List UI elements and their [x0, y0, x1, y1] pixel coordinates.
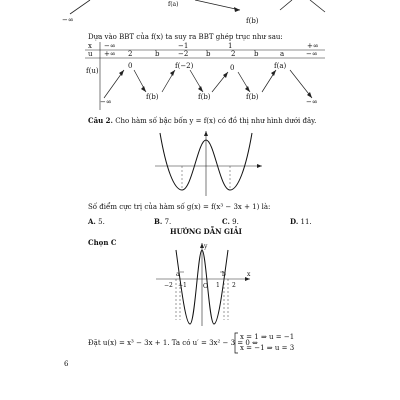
- graph-label-x: x: [247, 271, 251, 278]
- u-value: a: [280, 50, 285, 58]
- choice-c: [222, 217, 239, 226]
- choice-key: C.: [222, 217, 230, 226]
- fu-value: −∞: [100, 98, 112, 106]
- u-value: 2: [231, 50, 236, 58]
- choice-b: [154, 217, 171, 226]
- neg-inf-label: −∞: [62, 16, 74, 24]
- graph-label-1: 1: [216, 282, 220, 289]
- choice-value: 5.: [98, 218, 105, 226]
- graph-label-b: b: [222, 271, 226, 278]
- u-value: b: [155, 50, 160, 58]
- choice-value: 7.: [164, 218, 172, 226]
- x-value: −1: [178, 42, 189, 50]
- graph-label-neg2: −2: [164, 282, 173, 289]
- u-value: 2: [128, 50, 133, 58]
- u-value: b: [206, 50, 211, 58]
- choice-key: B.: [154, 217, 163, 226]
- u-value: −∞: [306, 50, 318, 58]
- graph-label-neg1: −1: [178, 282, 187, 289]
- x-value: 1: [228, 42, 233, 50]
- x-value: +∞: [307, 42, 319, 50]
- question-label: Câu 2.: [88, 116, 113, 125]
- u-value: b: [254, 50, 259, 58]
- fu-value: 0: [230, 64, 235, 72]
- quartic-graph: [150, 128, 270, 198]
- solution-final-line: Đặt u(x) = x³ − 3x + 1. Ta có u′ = 3x² − 3 = 0 ⇔: [88, 339, 258, 347]
- graph-label-2: 2: [232, 282, 236, 289]
- fu-value: −∞: [306, 98, 318, 106]
- case-line: x = −1 ⇒ u = 3: [240, 344, 295, 352]
- top-table-fragment: [0, 0, 400, 30]
- fu-value: f(b): [146, 93, 159, 101]
- answer-label: Chọn C: [88, 238, 117, 247]
- f-b-label: f(b): [246, 17, 259, 25]
- u-value: +∞: [104, 50, 116, 58]
- graph-label-origin: O: [203, 283, 208, 290]
- choice-d: [290, 217, 312, 226]
- choice-a: [88, 217, 105, 226]
- f-a-partial-label: f(a): [168, 1, 179, 8]
- fu-value: 0: [128, 62, 133, 70]
- bbt-fu-label: f(u): [86, 67, 99, 75]
- question-line: [88, 116, 316, 126]
- graph-label-a: a: [176, 271, 180, 278]
- case-line: x = 1 ⇒ u = −1: [240, 333, 295, 341]
- choice-key: D.: [290, 217, 299, 226]
- question-text: Cho hàm số bậc bốn y = f(x) có đồ thị như hình dưới đây.: [115, 117, 317, 125]
- question-prompt: Số điểm cực trị của hàm số g(x) = f(x³ − 3x + 1) là:: [88, 203, 271, 211]
- graph-label-y: y: [204, 243, 208, 250]
- solution-heading: HƯỚNG DẪN GIẢI: [170, 227, 242, 236]
- page-number: 6: [64, 360, 69, 368]
- u-value: −2: [178, 50, 189, 58]
- choice-value: 11.: [300, 218, 312, 226]
- case-brace: [232, 332, 240, 354]
- intro-line: Dựa vào BBT của f(x) ta suy ra BBT ghép trục như sau:: [88, 33, 283, 41]
- bbt-u-label: u: [88, 50, 93, 58]
- fu-value: f(−2): [175, 62, 194, 70]
- bbt-x-label: x: [88, 42, 92, 50]
- choice-value: 9.: [232, 218, 239, 226]
- fu-value: f(b): [198, 93, 211, 101]
- x-value: −∞: [104, 42, 116, 50]
- choice-key: A.: [88, 217, 96, 226]
- fu-value: f(a): [274, 62, 287, 70]
- fu-value: f(b): [246, 93, 259, 101]
